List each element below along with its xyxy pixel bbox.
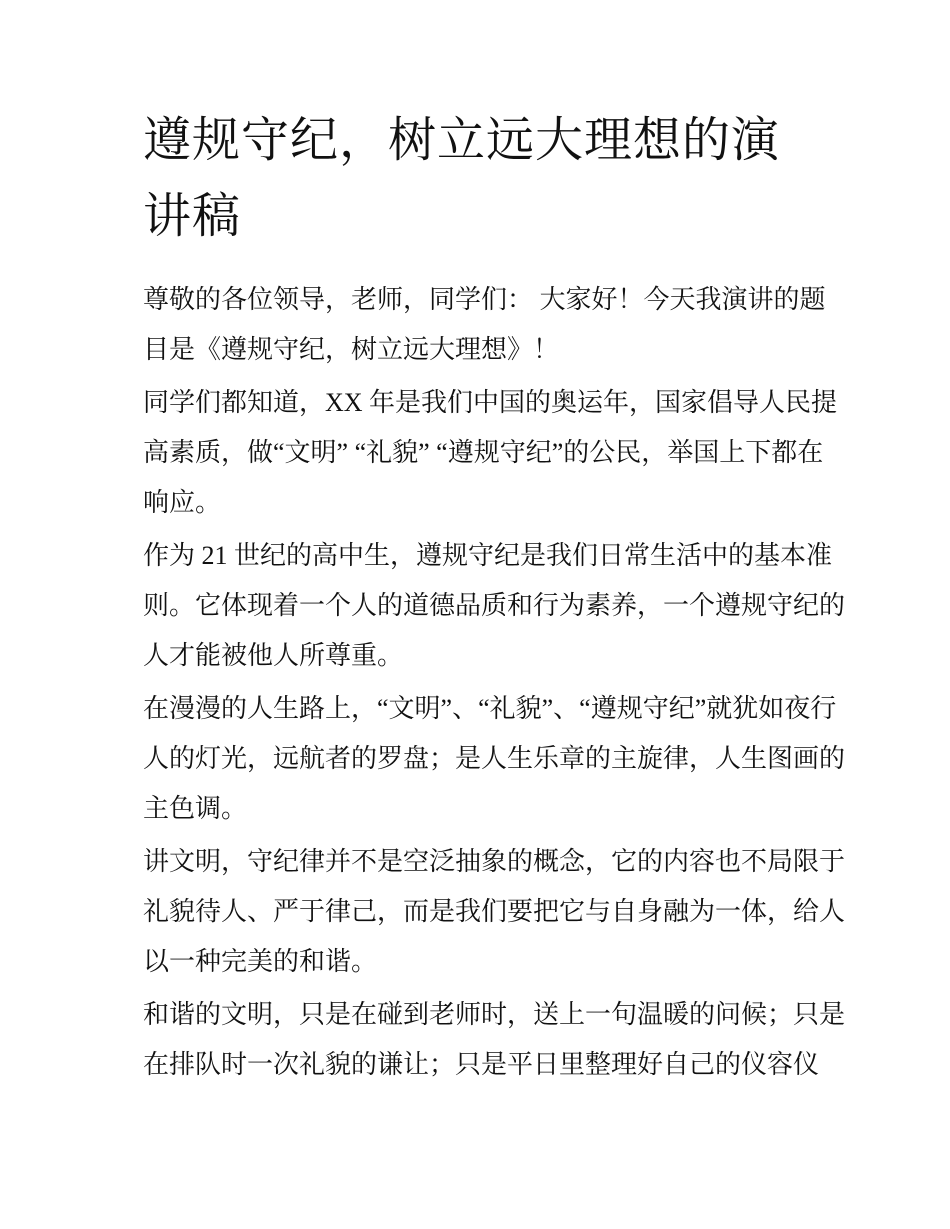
text-line: 高素质，做“文明” “礼貌” “遵规守纪”的公民，举国上下都在 <box>143 438 824 467</box>
paragraph <box>143 378 843 528</box>
text-line: 目是《遵规守纪，树立远大理想》！ <box>143 335 560 364</box>
text-line: 同学们都知道，XX 年是我们中国的奥运年，国家倡导人民提 <box>143 388 838 417</box>
text-line: 讲文明，守纪律并不是空泛抽象的概念，它的内容也不局限于 <box>143 847 846 876</box>
text-line: 尊敬的各位领导，老师，同学们： 大家好！今天我演讲的题 <box>143 285 826 314</box>
text-line: 在排队时一次礼貌的谦让；只是平日里整理好自己的仪容仪 <box>143 1050 820 1079</box>
text-line: 礼貌待人、严于律己，而是我们要把它与自身融为一体，给人 <box>143 897 846 926</box>
paragraph <box>143 837 846 987</box>
paragraph <box>143 990 846 1090</box>
text-line: 以一种完美的和谐。 <box>143 947 378 976</box>
text-line: 主色调。 <box>143 794 248 823</box>
document-title <box>143 103 843 255</box>
text-line: 人的灯光，远航者的罗盘；是人生乐章的主旋律，人生图画的 <box>143 744 846 773</box>
text-line: 则。它体现着一个人的道德品质和行为素养，一个遵规守纪的 <box>143 591 846 620</box>
text-line: 人才能被他人所尊重。 <box>143 641 404 670</box>
text-line: 在漫漫的人生路上，“文明”、“礼貌”、“遵规守纪”就犹如夜行 <box>143 694 837 723</box>
document-content <box>143 103 846 1093</box>
text-line: 和谐的文明，只是在碰到老师时，送上一句温暖的问候；只是 <box>143 1000 846 1029</box>
title-line: 讲稿 <box>143 190 242 243</box>
paragraph <box>143 531 846 681</box>
paragraph <box>143 275 843 375</box>
title-line: 遵规守纪，树立远大理想的演 <box>143 114 781 167</box>
text-line: 响应。 <box>143 488 222 517</box>
paragraph <box>143 684 846 834</box>
text-line: 作为 21 世纪的高中生，遵规守纪是我们日常生活中的基本准 <box>143 541 833 570</box>
